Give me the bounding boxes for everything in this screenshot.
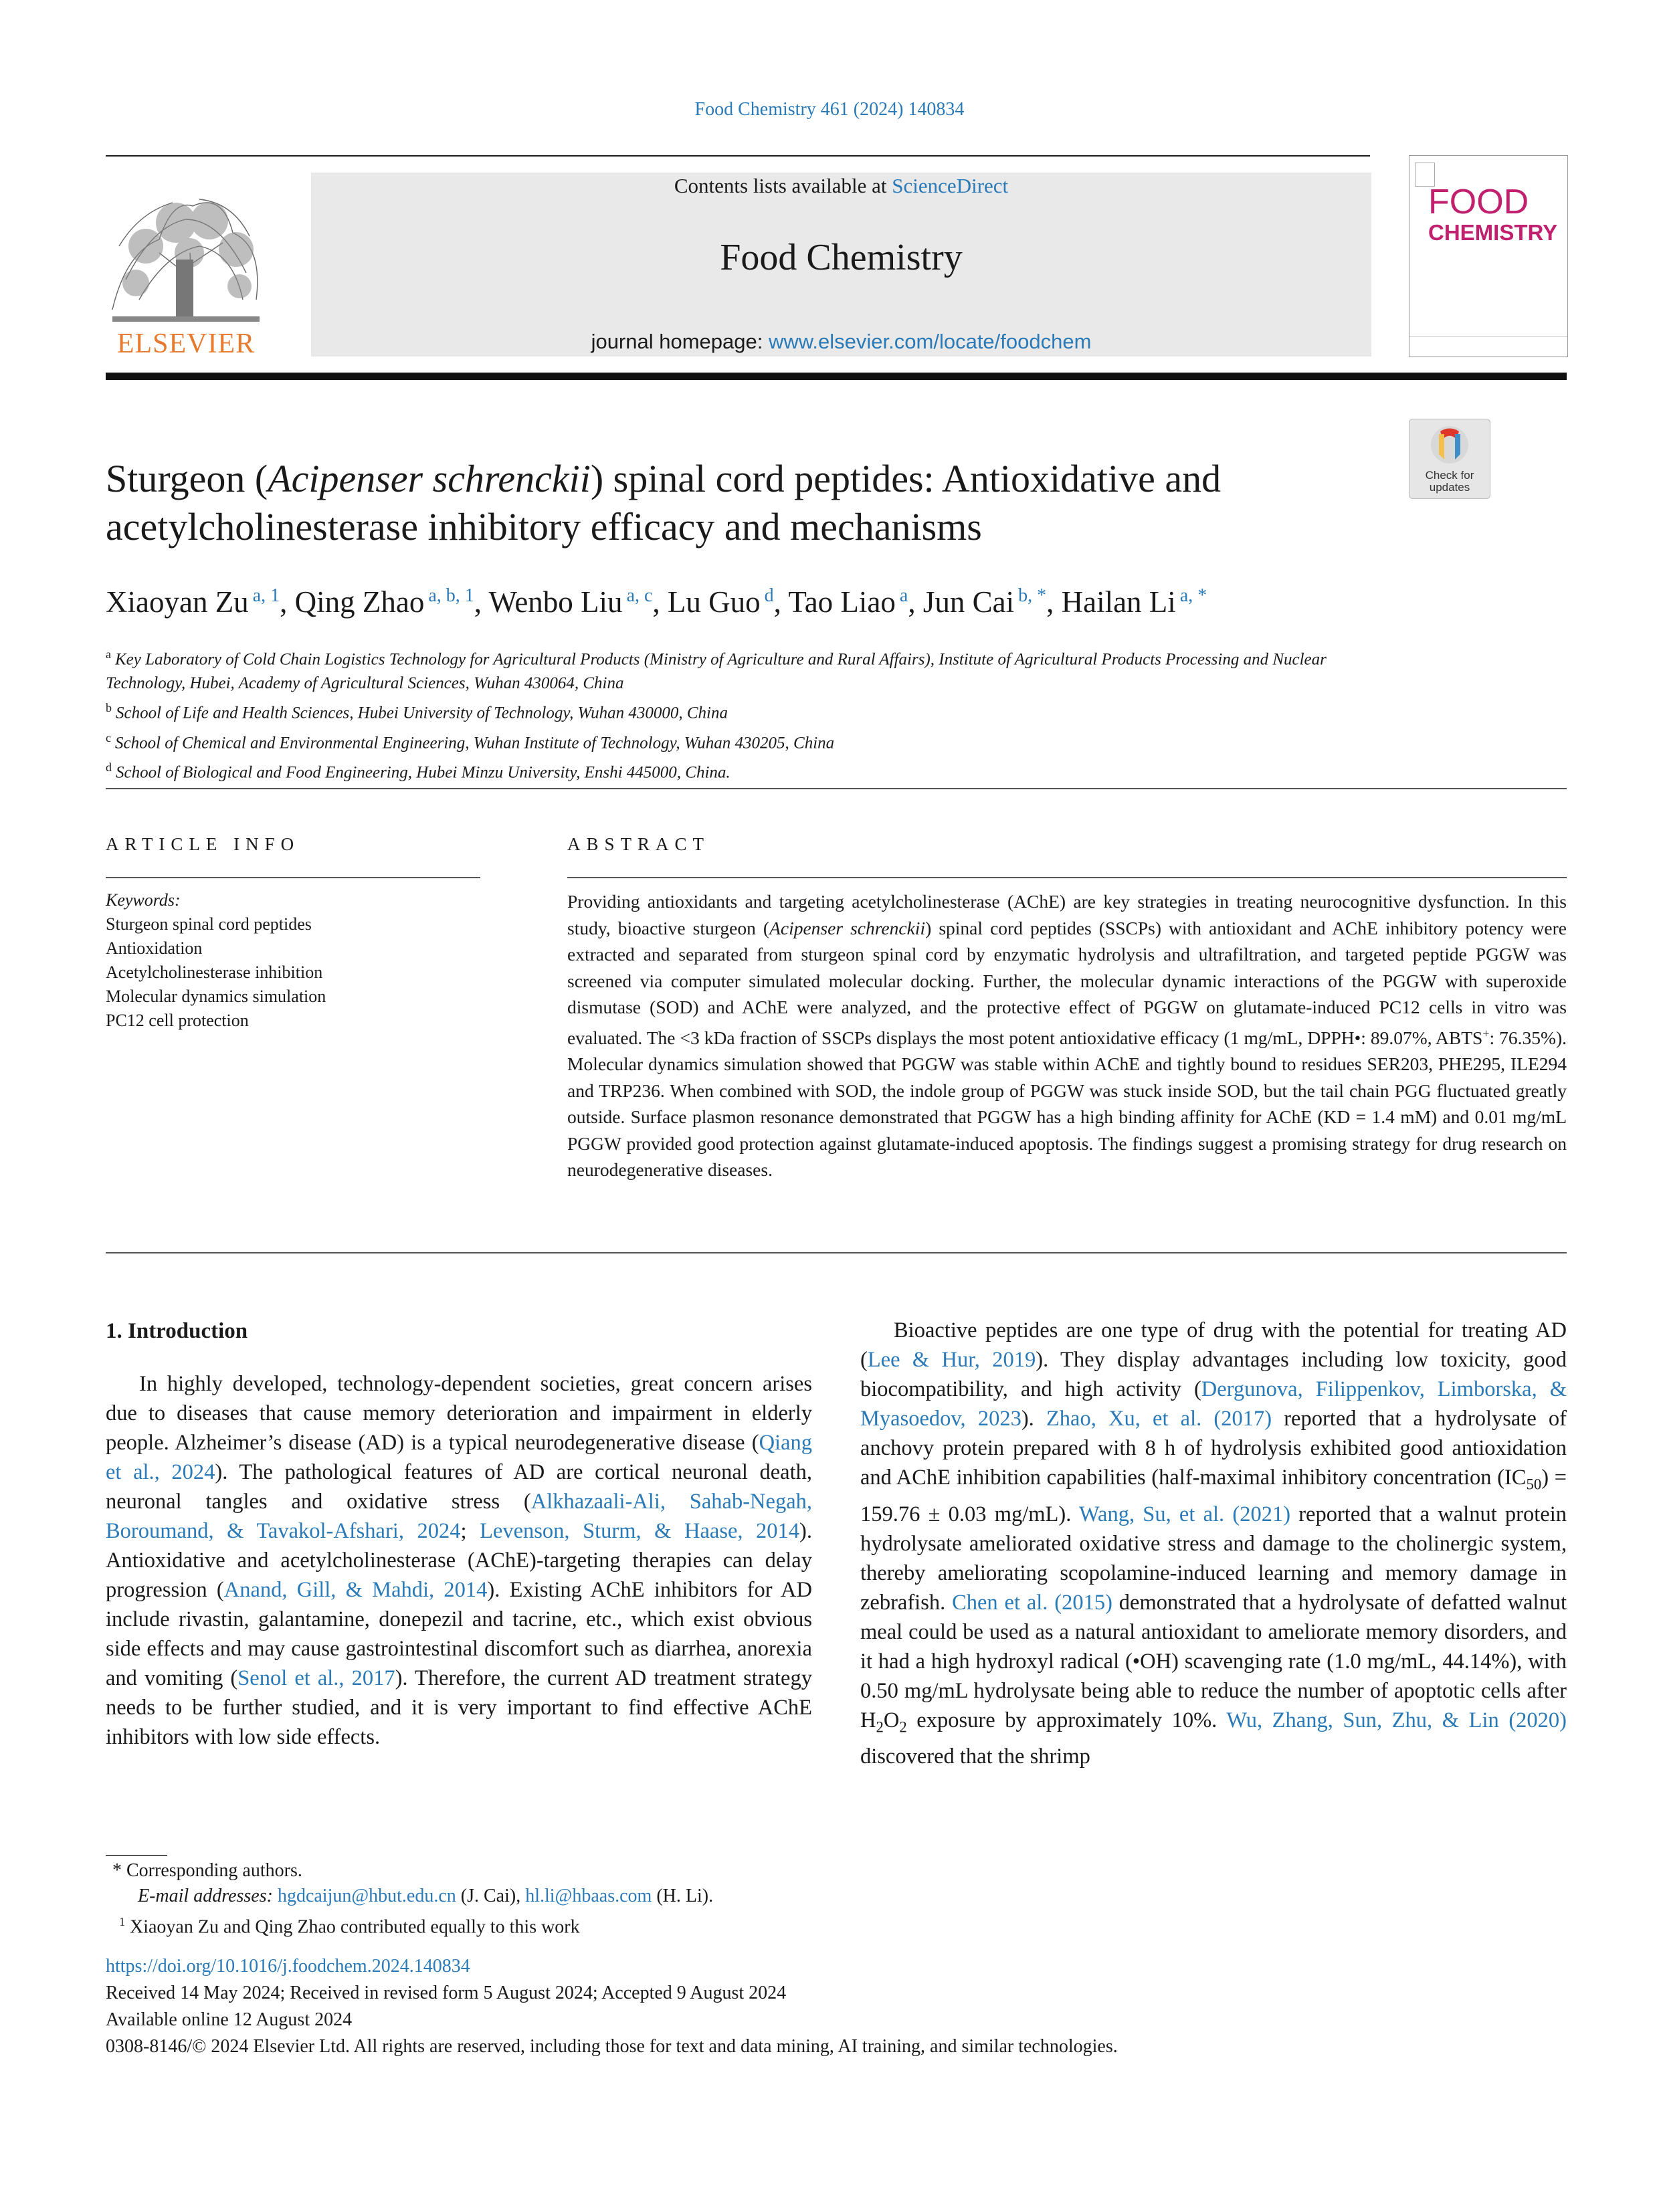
affiliation-text: School of Chemical and Environmental Engineering, Wuhan Institute of Technology, Wuhan 430205, China [115, 733, 835, 752]
author-separator: , [773, 585, 789, 619]
journal-reference-link[interactable]: Food Chemistry 461 (2024) 140834 [694, 99, 965, 120]
author-name[interactable]: Hailan Li [1061, 585, 1176, 619]
body-text: reported that a hydrolysate of anchovy protein prepared with 8 h of hydrolysis exhibited good antioxidation and AChE inhibition capabilities (half-maximal inhibitory concentration (IC [860, 1407, 1567, 1490]
author-name[interactable]: Lu Guo [667, 585, 761, 619]
citation-link[interactable]: Zhao, Xu, et al. (2017) [1046, 1407, 1272, 1431]
abstract-text [567, 888, 1567, 1183]
contents-line [311, 174, 1371, 198]
abstract-species-name: Acipenser schrenckii [769, 917, 926, 938]
citation-link[interactable]: Lee & Hur, 2019 [867, 1348, 1036, 1372]
citation-link[interactable]: Wu, Zhang, Sun, Zhu, & Lin (2020) [1226, 1708, 1567, 1732]
citation-link[interactable]: Alkhazaali-Ali, Sahab-Negah, Boroumand, & Tavakol-Afshari, 2024 [106, 1490, 812, 1543]
author-affiliation-sup[interactable]: d [764, 585, 774, 606]
sciencedirect-link[interactable]: ScienceDirect [892, 174, 1009, 197]
citation-link[interactable]: Dergunova, Filippenkov, Limborska, & Myasoedov, 2023 [860, 1377, 1567, 1431]
ic50-subscript: 50 [1526, 1476, 1542, 1493]
homepage-link[interactable]: www.elsevier.com/locate/foodchem [768, 330, 1092, 353]
intro-paragraph-2 [860, 1316, 1567, 1771]
available-online: Available online 12 August 2024 [106, 2009, 353, 2030]
affiliation-key: c [106, 730, 111, 744]
journal-masthead [311, 173, 1371, 357]
introduction-heading: 1. Introduction [106, 1319, 248, 1343]
keyword: Molecular dynamics simulation [106, 987, 326, 1006]
affiliation-key: d [106, 760, 112, 774]
author-separator: , [652, 585, 668, 619]
keyword: Antioxidation [106, 938, 203, 958]
email-label: E-mail addresses: [138, 1886, 278, 1906]
author-name[interactable]: Jun Cai [922, 585, 1015, 619]
contents-prefix: Contents lists available at [674, 174, 892, 197]
h2o2-subscript-2: 2 [899, 1718, 907, 1735]
journal-title: Food Chemistry [720, 237, 963, 278]
affiliation-text: Key Laboratory of Cold Chain Logistics Technology for Agricultural Products (Ministry of Agriculture and Rural Affairs), Institute of Agricultural Products Processing and Nuclear Technology, Hubei, Academy of Agricultural Sciences, Wuhan 430064, China [106, 650, 1327, 693]
intro-paragraph-1 [106, 1369, 812, 1752]
affiliation [106, 726, 1377, 755]
email-line [106, 1884, 842, 1909]
affiliation-text: School of Biological and Food Engineering, Hubei Minzu University, Enshi 445000, China. [116, 763, 730, 782]
header-thick-rule [106, 373, 1567, 380]
body-column-right [860, 1316, 1567, 1771]
abstract-part-3: : 76.35%). Molecular dynamics simulation showed that PGGW was stable within AChE and tightly bound to residues SER203, PHE295, ILE294 and TRP236. When combined with SOD, the indole group of PGGW was stuck inside SOD, but the tail chain PGG fluctuated greatly outside. Surface plasmon resonance demonstrated that PGGW has a high binding affinity for AChE (KD = 1.4 mM) and 0.01 mg/mL PGGW provided good protection against glutamate-induced apoptosis. The findings suggest a promising strategy for drug research on neurodegenerative diseases. [567, 1027, 1567, 1181]
body-text: demonstrated that a hydrolysate of defatted walnut meal could be used as a natural antioxidant to ameliorate memory disorders, and it had a high hydroxyl radical (•OH) scavenging rate (1.0 mg/mL, 44.14%), with 0.50 mg/mL hydrolysate being able to reduce the number of apoptotic cells after H [860, 1590, 1567, 1732]
body-text: ) = 159.76 ± 0.03 mg/mL). [860, 1466, 1567, 1526]
author-affiliation-sup[interactable]: a, * [1179, 585, 1207, 606]
citation-link[interactable]: Qiang et al., 2024 [106, 1431, 812, 1484]
affiliation-key: a [106, 647, 111, 661]
homepage-prefix: journal homepage: [591, 330, 769, 353]
article-title [106, 455, 1343, 551]
body-text: Bioactive peptides are one type of drug with the potential for treating AD ( [860, 1318, 1567, 1372]
crossmark-label-line-2: updates [1429, 481, 1470, 494]
citation-link[interactable]: Levenson, Sturm, & Haase, 2014 [480, 1519, 800, 1543]
citation-link[interactable]: Wang, Su, et al. (2021) [1078, 1502, 1291, 1526]
body-text: ). Existing AChE inhibitors for AD include rivastin, galantamine, donepezil and tacrine, etc., which exist obvious side effects and may cause gastrointestinal discomfort such as diarrhea, anorexia and vomiting ( [106, 1578, 813, 1690]
abstract-part-2: ) spinal cord peptides (SSCPs) with antioxidant and AChE inhibitory potency were extracted and separated from sturgeon spinal cord by enzymatic hydrolysis and ultrafiltration, and targeted peptide PGGW was screened via computer simulated molecular docking. Further, the molecular dynamic interactions of the PGGW with superoxide dismutase (SOD) and AChE were analyzed, and the protective effect of PGGW on glutamate-induced PC12 cells in vitro was evaluated. The <3 kDa fraction of SSCPs displays the most potent antioxidative efficacy (1 mg/mL, DPPH•: 89.07%, ABTS [567, 917, 1567, 1048]
article-footer [106, 1953, 1577, 2060]
h2o2-o: O [883, 1708, 900, 1732]
affiliation-key: b [106, 701, 112, 715]
affiliation [106, 755, 1377, 785]
check-for-updates-badge[interactable] [1409, 419, 1490, 499]
cover-title-1: FOOD [1428, 183, 1529, 221]
article-info-heading: ARTICLE INFO [106, 834, 300, 854]
title-part-1: Sturgeon ( [106, 457, 268, 500]
keywords-block [106, 888, 480, 1033]
abstract-superscript: + [1482, 1026, 1490, 1040]
author-affiliation-sup[interactable]: b, * [1018, 585, 1047, 606]
title-part-2: ) spinal cord peptides: Antioxidative and acetylcholinesterase inhibitory efficacy and mechanisms [106, 457, 1222, 548]
affiliation [106, 696, 1377, 725]
corresponding-note: * Corresponding authors. [112, 1860, 302, 1881]
keyword: PC12 cell protection [106, 1011, 249, 1030]
abstract-rule [567, 877, 1567, 878]
cover-title-2: CHEMISTRY [1428, 220, 1558, 245]
author-affiliation-sup[interactable]: a, c [626, 585, 653, 606]
copyright: 0308-8146/© 2024 Elsevier Ltd. All rights are reserved, including those for text and data mining, AI training, and similar technologies. [106, 2036, 1118, 2057]
cover-divider [1409, 336, 1567, 337]
author-separator: , [1046, 585, 1062, 619]
body-text: ). Antioxidative and acetylcholinesterase (AChE)-targeting therapies can delay progression ( [106, 1519, 812, 1602]
doi-link[interactable]: https://doi.org/10.1016/j.foodchem.2024.140834 [106, 1956, 470, 1977]
title-species-name: Acipenser schrenckii [268, 457, 591, 500]
keyword-list [106, 912, 480, 1033]
author-list [106, 582, 1577, 622]
equal-sup: 1 [119, 1915, 125, 1928]
received-dates: Received 14 May 2024; Received in revised form 5 August 2024; Accepted 9 August 2024 [106, 1983, 787, 2003]
body-text: ). The pathological features of AD are cortical neuronal death, neuronal tangles and oxidative stress ( [106, 1460, 812, 1514]
footnote-rule [106, 1855, 167, 1856]
email-link-li[interactable]: hl.li@hbaas.com [525, 1886, 652, 1906]
affiliations [106, 642, 1377, 785]
citation-link[interactable]: Senol et al., 2017 [237, 1666, 395, 1690]
body-text: ; [460, 1519, 480, 1543]
email-who-1: (J. Cai), [456, 1886, 526, 1906]
keyword: Sturgeon spinal cord peptides [106, 914, 312, 934]
abstract-heading: ABSTRACT [567, 834, 710, 854]
email-link-cai[interactable]: hgdcaijun@hbut.edu.cn [277, 1886, 456, 1906]
body-text: ). Therefore, the current AD treatment strategy needs to be further studied, and it is very important to find effective AChE inhibitors with low side effects. [106, 1666, 812, 1749]
publisher-wordmark: ELSEVIER [116, 328, 256, 359]
body-text: exposure by approximately 10%. [906, 1708, 1227, 1732]
equal-text: Xiaoyan Zu and Qing Zhao contributed equally to this work [125, 1916, 580, 1938]
journal-cover-thumbnail[interactable] [1409, 155, 1568, 357]
author-name[interactable]: Wenbo Liu [488, 585, 623, 619]
author-affiliation-sup[interactable]: a [899, 585, 908, 606]
h2o2-subscript-1: 2 [876, 1718, 884, 1735]
author-affiliation-sup[interactable]: a, 1 [252, 585, 280, 606]
section-rule [106, 788, 1567, 789]
article-info-rule [106, 877, 480, 878]
body-text: ). [1021, 1407, 1046, 1431]
body-column-left [106, 1369, 812, 1752]
email-who-2: (H. Li). [652, 1886, 714, 1906]
author-name[interactable]: Xiaoyan Zu [106, 585, 249, 619]
body-text: In highly developed, technology-dependent societies, great concern arises due to diseases that cause memory deterioration and impairment in elderly people. Alzheimer’s disease (AD) is a typical neurodegenerative disease ( [106, 1372, 812, 1455]
author-name[interactable]: Tao Liao [788, 585, 896, 619]
author-separator: , [280, 585, 295, 619]
body-text: ). They display advantages including low toxicity, good biocompatibility, and high activity ( [860, 1348, 1567, 1401]
top-rule [106, 155, 1370, 157]
body-text: discovered that the shrimp [860, 1744, 1090, 1769]
footnotes [106, 1858, 842, 1940]
body-text: reported that a walnut protein hydrolysate ameliorated oxidative stress and damage to the cholinergic system, thereby ameliorating scopolamine-induced learning and memory damage in zebrafish. [860, 1502, 1567, 1615]
author-affiliation-sup[interactable]: a, b, 1 [428, 585, 474, 606]
keywords-label: Keywords: [106, 890, 181, 910]
citation-link[interactable]: Chen et al. (2015) [952, 1590, 1112, 1615]
affiliation [106, 642, 1377, 696]
author-separator: , [474, 585, 489, 619]
keyword: Acetylcholinesterase inhibition [106, 963, 323, 982]
crossmark-label-line-1: Check for [1425, 469, 1474, 482]
author-name[interactable]: Qing Zhao [294, 585, 425, 619]
equal-contribution-note [106, 1909, 842, 1940]
crossmark-icon [1409, 419, 1490, 466]
homepage-line [311, 330, 1371, 354]
author-separator: , [908, 585, 923, 619]
abstract-part-1: Providing antioxidants and targeting acetylcholinesterase (AChE) are key strategies in treating neurocognitive dysfunction. In this study, bioactive sturgeon ( [567, 891, 1567, 938]
affiliation-text: School of Life and Health Sciences, Hubei University of Technology, Wuhan 430000, China [116, 704, 728, 722]
section-rule-bottom [106, 1252, 1567, 1253]
crossmark-label [1409, 470, 1490, 494]
citation-link[interactable]: Anand, Gill, & Mahdi, 2014 [223, 1578, 488, 1602]
